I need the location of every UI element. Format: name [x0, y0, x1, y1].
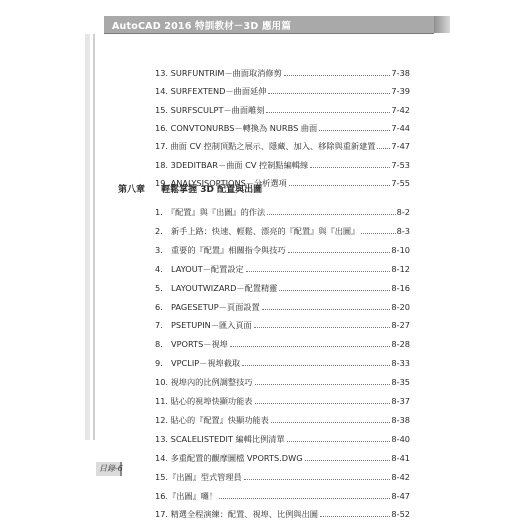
toc-entry: [155, 355, 410, 369]
toc-entry: [155, 223, 410, 237]
toc-entry-title: 6. PAGESETUP－頁面設置: [155, 301, 260, 312]
toc-entry-page: 8-35: [391, 377, 410, 388]
dot-leader: [219, 498, 390, 499]
toc-entry-title: 7. PSETUPIN－匯入頁面: [155, 320, 252, 331]
dot-leader: [244, 479, 391, 480]
dot-leader: [377, 148, 390, 149]
toc-entry-title: 5. LAYOUTWIZARD－配置精靈: [155, 282, 278, 293]
toc-entry-page: 7-55: [391, 177, 410, 188]
dot-leader: [268, 93, 390, 94]
dot-leader: [310, 167, 390, 168]
toc-entry-page: 8-40: [391, 433, 410, 444]
binding-strip: [85, 34, 90, 440]
toc-entry-page: 8-27: [391, 320, 410, 331]
toc-entry-page: 8-42: [391, 471, 410, 482]
dot-leader: [255, 403, 391, 404]
binding-strip-inner: [93, 34, 95, 440]
toc-entry-page: 7-38: [391, 68, 410, 78]
toc-entry-page: 7-42: [391, 104, 410, 115]
toc-entry-page: 8-10: [391, 244, 410, 255]
toc-entry: [155, 393, 410, 407]
toc-entry-title: 14. 多重配置的觀摩圖檔 VPORTS.DWG: [155, 452, 303, 463]
dot-leader: [246, 271, 391, 272]
toc-entry-title: 9. VPCLIP－視埠截取: [155, 358, 241, 369]
toc-entry-title: 13. SCALELISTEDIT 編輯比例清單: [155, 433, 285, 444]
toc-entry-page: 8-41: [391, 452, 410, 463]
toc-entry-page: 8-33: [391, 358, 410, 369]
toc-entry-title: 8. VPORTS－視埠: [155, 339, 228, 350]
toc-entry-page: 8-12: [391, 263, 410, 274]
dot-leader: [271, 422, 391, 423]
toc-entry: [155, 261, 410, 275]
dot-leader: [279, 290, 390, 291]
toc-entry-title: 4. LAYOUT－配置設定: [155, 263, 244, 274]
toc-entry: [155, 120, 410, 134]
toc-entry: [155, 157, 410, 171]
toc-entry: [155, 83, 410, 97]
toc-entry-title: 16. CONVTONURBS－轉換為 NURBS 曲面: [155, 122, 318, 133]
dot-leader: [255, 384, 391, 385]
toc-entry: [155, 317, 410, 331]
dot-leader: [361, 233, 395, 234]
toc-entry-title: 11. 貼心的視埠快顯功能表: [155, 396, 253, 406]
dot-leader: [262, 309, 391, 310]
chapter-number: 第八章: [118, 185, 146, 195]
dot-leader: [288, 252, 391, 253]
dot-leader: [242, 365, 390, 366]
toc-entry-title: 17. 精選全程演練：配置、視埠、比例與出圖: [155, 509, 318, 520]
toc-entry: [155, 65, 410, 79]
toc-entry-page: 8-47: [391, 490, 410, 501]
toc-entry-title: 17. 曲面 CV 控制頂點之展示、隱藏、加入、移除與重新建置: [155, 141, 376, 152]
running-header: [104, 16, 434, 34]
toc-entry-title: 12. 貼心的『配置』快顯功能表: [155, 414, 269, 425]
toc-entry-page: 8-2: [396, 207, 410, 217]
toc-entry-page: 8-16: [391, 282, 410, 293]
toc-entry: [155, 242, 410, 256]
toc-entry-page: 7-44: [391, 122, 410, 133]
toc-entry: [155, 138, 410, 152]
toc-entry: [155, 204, 410, 218]
page-number: 目錄-6: [99, 464, 123, 473]
toc-entry-page: 8-3: [396, 225, 410, 236]
dot-leader: [289, 185, 391, 186]
toc-entry: [155, 299, 410, 313]
toc-entry-title: 15. SURFSCULPT－曲面雕刻: [155, 104, 265, 115]
toc-entry-title: 15.『出圖』型式管理員: [155, 471, 242, 482]
page-number-badge: [96, 462, 122, 476]
header-title: AutoCAD 2016 特訓教材－3D 應用篇: [112, 21, 292, 32]
dot-leader: [267, 214, 395, 215]
chapter-heading: [118, 182, 262, 196]
dot-leader: [254, 327, 391, 328]
toc-entry-page: 8-20: [391, 301, 410, 312]
toc-entry-page: 8-38: [391, 414, 410, 425]
dot-leader: [287, 441, 391, 442]
toc-entry-page: 8-28: [391, 339, 410, 350]
toc-entry: [155, 431, 410, 445]
toc-entry: [155, 506, 410, 520]
toc-entry-title: 18. 3DEDITBAR－曲面 CV 控制點編輯線: [155, 159, 309, 170]
toc-entry: [155, 102, 410, 116]
toc-entry-title: 2. 新手上路：快速、輕鬆、漂亮的『配置』與『出圖』: [155, 225, 360, 236]
dot-leader: [266, 112, 390, 113]
dot-leader: [230, 346, 391, 347]
header-cap: [434, 16, 450, 33]
toc-entry-title: 10. 視埠內的比例調整技巧: [155, 377, 253, 388]
toc-entry: [155, 469, 410, 483]
toc-entry: [155, 450, 410, 464]
toc-entry: [155, 488, 410, 502]
toc-entry-page: 7-53: [391, 159, 410, 170]
toc-entry: [155, 374, 410, 388]
toc-entry-page: 7-39: [391, 86, 410, 97]
dot-leader: [284, 75, 391, 76]
toc-entry: [155, 336, 410, 350]
toc-entry-title: 19. ANALYSISOPTIONS－分析選項: [155, 177, 287, 188]
toc-entry-title: 16.『出圖』囉！: [155, 490, 218, 501]
toc-entry-title: 14. SURFEXTEND－曲面延伸: [155, 86, 267, 97]
toc-entry-title: 1. 『配置』與『出圖』的作法: [155, 207, 266, 217]
toc-entry: [155, 280, 410, 294]
chapter-title: 輕鬆掌握 3D 配置與出圖: [161, 185, 263, 195]
toc-entry: [155, 412, 410, 426]
toc-entry-page: 8-52: [391, 509, 410, 520]
dot-leader: [305, 460, 391, 461]
toc-entry-page: 7-47: [391, 141, 410, 152]
toc-entry-page: 8-37: [391, 396, 410, 406]
toc-entry-title: 13. SURFUNTRIM－曲面取消修剪: [155, 68, 282, 78]
dot-leader: [320, 516, 390, 517]
dot-leader: [319, 130, 390, 131]
toc-entry-title: 3. 重要的『配置』相關指令與技巧: [155, 244, 286, 255]
